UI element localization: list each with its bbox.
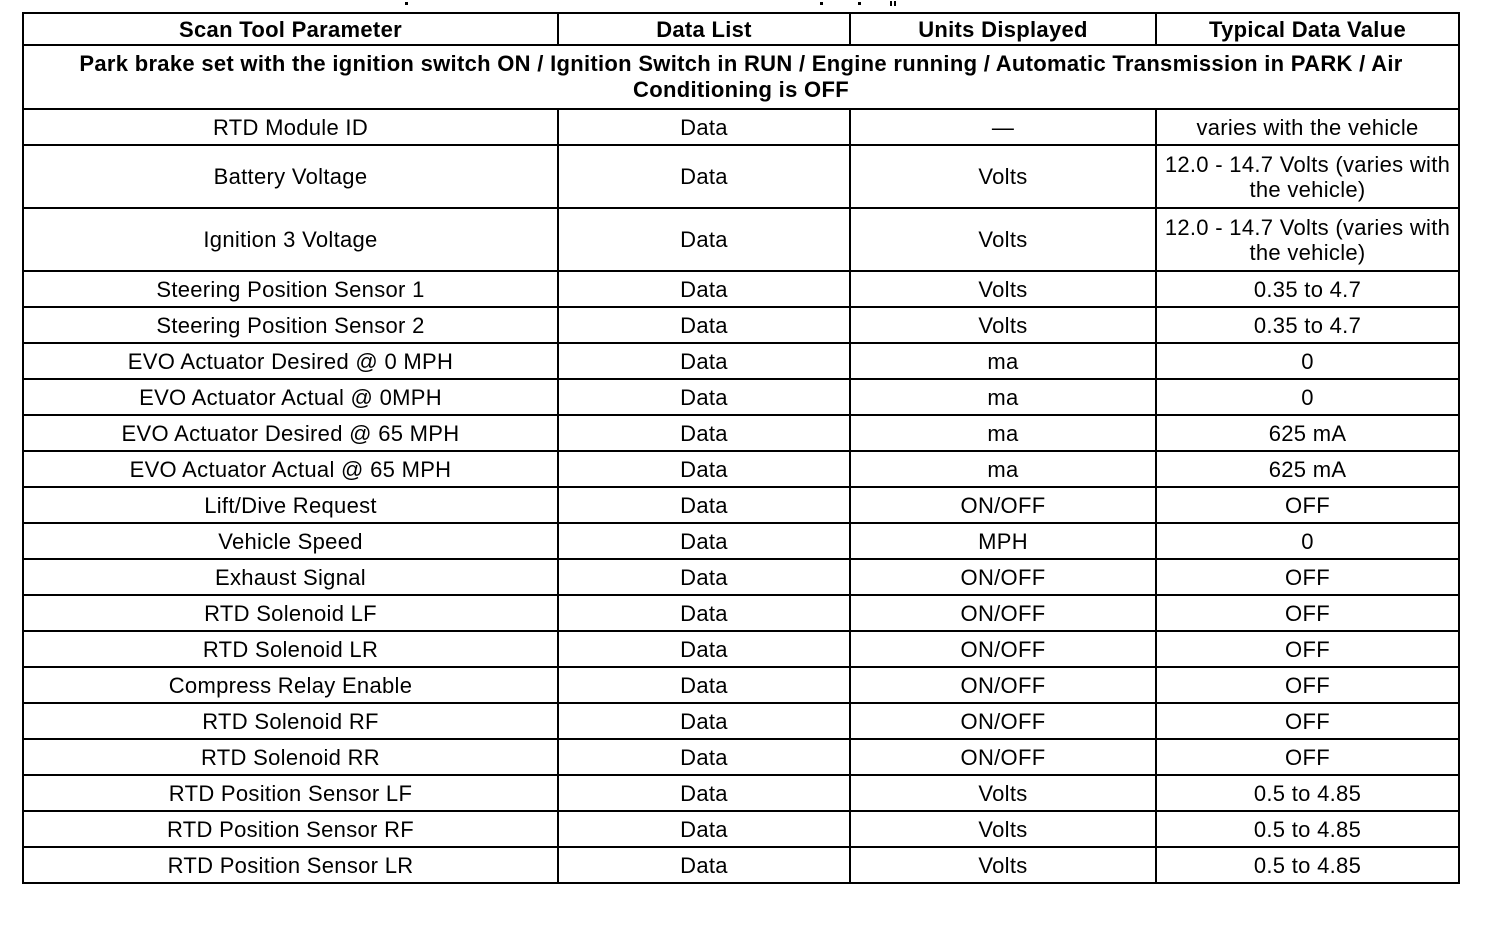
cell-units: Volts (850, 271, 1156, 307)
table-row (23, 595, 1459, 631)
cell-units: — (850, 109, 1156, 145)
cell-parameter: Battery Voltage (23, 145, 558, 208)
cell-parameter: Steering Position Sensor 1 (23, 271, 558, 307)
cell-units: Volts (850, 208, 1156, 271)
table-row (23, 208, 1459, 271)
cell-data-list: Data (558, 811, 850, 847)
cell-units: Volts (850, 145, 1156, 208)
table-body (23, 45, 1459, 883)
test-condition-text: Park brake set with the ignition switch ON / Ignition Switch in RUN / Engine running / Automatic Transmission in PARK / Air Conditioning is OFF (23, 45, 1459, 109)
cell-typical-value: OFF (1156, 595, 1459, 631)
table-row (23, 109, 1459, 145)
cell-units: ma (850, 451, 1156, 487)
cell-parameter: RTD Position Sensor LF (23, 775, 558, 811)
cell-data-list: Data (558, 307, 850, 343)
cell-units: ON/OFF (850, 703, 1156, 739)
test-condition-row (23, 45, 1459, 109)
cell-parameter: RTD Solenoid RR (23, 739, 558, 775)
header-units-displayed: Units Displayed (850, 13, 1156, 45)
cell-parameter: EVO Actuator Desired @ 0 MPH (23, 343, 558, 379)
cell-units: Volts (850, 307, 1156, 343)
cell-typical-value: 625 mA (1156, 451, 1459, 487)
cell-typical-value: 12.0 - 14.7 Volts (varies with the vehicle) (1156, 208, 1459, 271)
cell-units: MPH (850, 523, 1156, 559)
cell-typical-value: 0 (1156, 523, 1459, 559)
table-row (23, 523, 1459, 559)
cell-units: ma (850, 343, 1156, 379)
table-row (23, 631, 1459, 667)
scan-artifact-marks (0, 0, 1504, 12)
cell-parameter: RTD Solenoid LF (23, 595, 558, 631)
cell-data-list: Data (558, 523, 850, 559)
cell-typical-value: OFF (1156, 487, 1459, 523)
cell-data-list: Data (558, 559, 850, 595)
cell-parameter: Ignition 3 Voltage (23, 208, 558, 271)
header-scan-tool-parameter: Scan Tool Parameter (23, 13, 558, 45)
cell-parameter: EVO Actuator Actual @ 65 MPH (23, 451, 558, 487)
table-row (23, 739, 1459, 775)
cell-typical-value: 0.5 to 4.85 (1156, 811, 1459, 847)
cell-data-list: Data (558, 208, 850, 271)
cell-data-list: Data (558, 415, 850, 451)
cell-data-list: Data (558, 379, 850, 415)
cell-typical-value: 0 (1156, 379, 1459, 415)
cell-data-list: Data (558, 775, 850, 811)
cell-data-list: Data (558, 451, 850, 487)
cell-data-list: Data (558, 109, 850, 145)
cell-units: ON/OFF (850, 559, 1156, 595)
cell-data-list: Data (558, 145, 850, 208)
cell-parameter: RTD Position Sensor LR (23, 847, 558, 883)
cell-data-list: Data (558, 667, 850, 703)
cell-typical-value: 625 mA (1156, 415, 1459, 451)
cell-typical-value: varies with the vehicle (1156, 109, 1459, 145)
table-row (23, 451, 1459, 487)
scan-tool-data-table (22, 12, 1460, 884)
cell-units: ma (850, 415, 1156, 451)
cell-parameter: RTD Position Sensor RF (23, 811, 558, 847)
cell-typical-value: 0.35 to 4.7 (1156, 307, 1459, 343)
cell-parameter: RTD Solenoid RF (23, 703, 558, 739)
cell-typical-value: 0.5 to 4.85 (1156, 775, 1459, 811)
cell-parameter: Vehicle Speed (23, 523, 558, 559)
table-row (23, 703, 1459, 739)
cell-data-list: Data (558, 703, 850, 739)
header-data-list: Data List (558, 13, 850, 45)
table-row (23, 559, 1459, 595)
table-row (23, 145, 1459, 208)
cell-data-list: Data (558, 631, 850, 667)
table-row (23, 415, 1459, 451)
scan-tool-data-sheet (22, 12, 1458, 884)
cell-typical-value: 0.5 to 4.85 (1156, 847, 1459, 883)
cell-units: ON/OFF (850, 739, 1156, 775)
table-row (23, 379, 1459, 415)
table-row (23, 775, 1459, 811)
cell-typical-value: OFF (1156, 631, 1459, 667)
cell-data-list: Data (558, 487, 850, 523)
table-row (23, 487, 1459, 523)
cell-parameter: Exhaust Signal (23, 559, 558, 595)
cell-typical-value: OFF (1156, 703, 1459, 739)
cell-typical-value: 12.0 - 14.7 Volts (varies with the vehicle) (1156, 145, 1459, 208)
cell-units: ON/OFF (850, 631, 1156, 667)
cell-parameter: EVO Actuator Desired @ 65 MPH (23, 415, 558, 451)
table-row (23, 307, 1459, 343)
cell-parameter: EVO Actuator Actual @ 0MPH (23, 379, 558, 415)
cell-units: ON/OFF (850, 667, 1156, 703)
cell-units: Volts (850, 847, 1156, 883)
table-row (23, 343, 1459, 379)
cell-parameter: Lift/Dive Request (23, 487, 558, 523)
table-header-row (23, 13, 1459, 45)
cell-units: ON/OFF (850, 487, 1156, 523)
cell-parameter: Compress Relay Enable (23, 667, 558, 703)
table-row (23, 847, 1459, 883)
cell-parameter: Steering Position Sensor 2 (23, 307, 558, 343)
cell-units: ma (850, 379, 1156, 415)
table-row (23, 811, 1459, 847)
cell-typical-value: OFF (1156, 739, 1459, 775)
cell-data-list: Data (558, 739, 850, 775)
cell-typical-value: 0.35 to 4.7 (1156, 271, 1459, 307)
cell-data-list: Data (558, 343, 850, 379)
cell-data-list: Data (558, 271, 850, 307)
cell-units: Volts (850, 811, 1156, 847)
cell-units: Volts (850, 775, 1156, 811)
header-typical-data-value: Typical Data Value (1156, 13, 1459, 45)
cell-units: ON/OFF (850, 595, 1156, 631)
cell-typical-value: OFF (1156, 667, 1459, 703)
cell-data-list: Data (558, 595, 850, 631)
table-row (23, 271, 1459, 307)
cell-parameter: RTD Solenoid LR (23, 631, 558, 667)
cell-typical-value: 0 (1156, 343, 1459, 379)
cell-parameter: RTD Module ID (23, 109, 558, 145)
cell-typical-value: OFF (1156, 559, 1459, 595)
table-row (23, 667, 1459, 703)
cell-data-list: Data (558, 847, 850, 883)
